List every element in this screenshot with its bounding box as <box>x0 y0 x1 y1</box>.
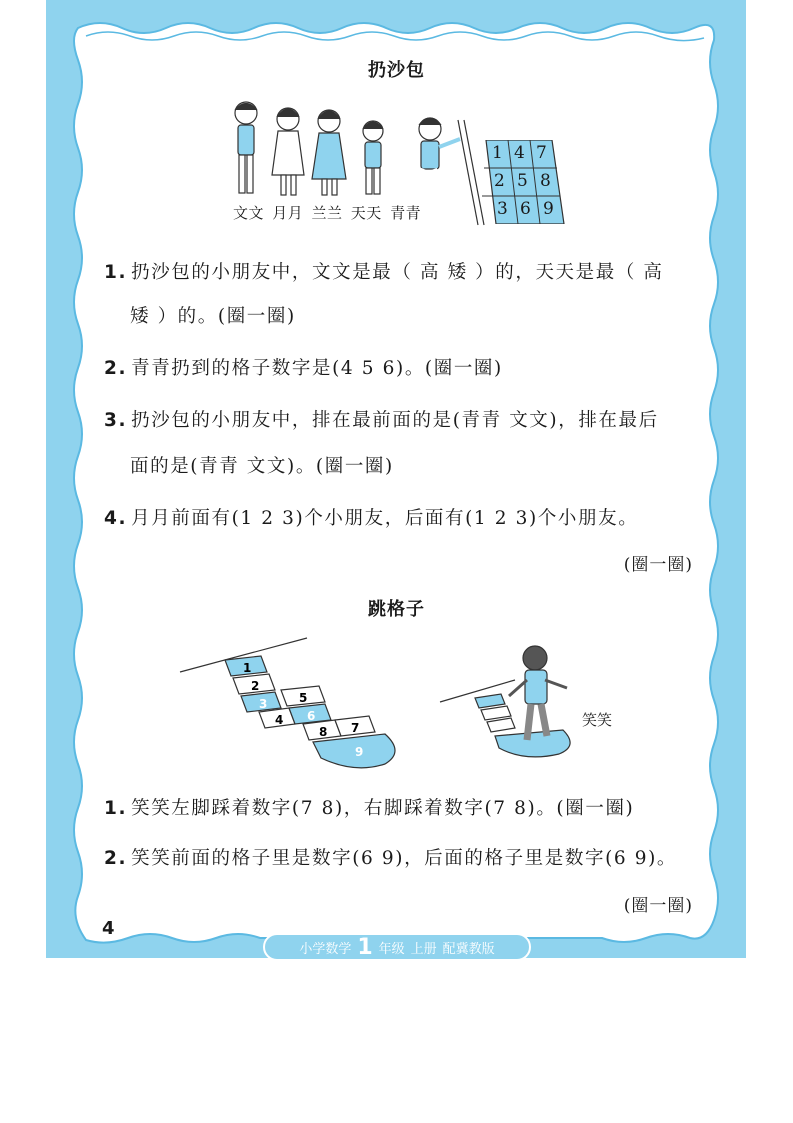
question-6 <box>104 844 677 870</box>
girl-label: 笑笑 <box>582 711 613 729</box>
section1-title: 扔沙包 <box>368 60 425 81</box>
question-text: 青青扔到的格子数字是(4 5 6)。(圈一圈) <box>131 358 503 379</box>
book-footer-badge <box>263 933 531 961</box>
hop-number: 3 <box>259 697 268 711</box>
grid-cell: 6 <box>520 199 531 219</box>
question-2 <box>104 354 503 380</box>
question-text: 扔沙包的小朋友中，排在最前面的是(青青 文文)，排在最后 <box>131 410 659 431</box>
grid-cell: 1 <box>492 143 503 163</box>
question-number: 4. <box>104 508 128 529</box>
question-1 <box>104 258 664 284</box>
grid-cell: 8 <box>540 171 551 191</box>
footer-subject: 小学数学 <box>299 941 352 957</box>
grid-cell: 2 <box>494 171 505 191</box>
grid-cell: 7 <box>536 143 547 163</box>
hop-number: 8 <box>319 725 328 739</box>
question-number: 2. <box>104 358 128 379</box>
circle-note: (圈一圈) <box>623 555 693 575</box>
hop-number: 2 <box>251 679 260 693</box>
question-1-cont: 矮 ）的。(圈一圈) <box>130 306 296 327</box>
hop-number: 5 <box>299 691 308 705</box>
footer-grade: 年级 <box>378 941 405 957</box>
hop-number: 1 <box>243 661 252 675</box>
number-grid <box>480 140 570 228</box>
question-4 <box>104 504 638 530</box>
footer-volume: 上册 <box>410 941 437 957</box>
circle-note: (圈一圈) <box>623 896 693 916</box>
question-5 <box>104 794 634 820</box>
hop-number: 7 <box>351 721 360 735</box>
children-names: 文文 月月 兰兰 天天 青青 <box>233 204 422 222</box>
grid-cell: 5 <box>517 171 528 191</box>
section2-title: 跳格子 <box>368 599 425 620</box>
question-number: 3. <box>104 410 128 431</box>
grid-cell: 3 <box>497 199 508 219</box>
question-number: 1. <box>104 262 128 283</box>
question-number: 2. <box>104 848 128 869</box>
hopscotch-illustration <box>175 632 595 782</box>
question-text: 笑笑前面的格子里是数字(6 9)，后面的格子里是数字(6 9)。 <box>131 848 678 869</box>
footer-edition: 配冀教版 <box>442 941 495 957</box>
hop-number: 4 <box>275 713 284 727</box>
grid-cell: 4 <box>514 143 525 163</box>
question-text: 笑笑左脚踩着数字(7 8)，右脚踩着数字(7 8)。(圈一圈) <box>131 798 635 819</box>
question-3 <box>104 406 659 432</box>
page-number: 4 <box>102 918 115 939</box>
question-number: 1. <box>104 798 128 819</box>
hop-number: 6 <box>307 709 316 723</box>
footer-grade-number: 1 <box>357 934 373 960</box>
hop-number: 9 <box>355 745 364 759</box>
question-text: 扔沙包的小朋友中，文文是最（ 高 矮 ）的，天天是最（ 高 <box>131 262 664 283</box>
grid-cell: 9 <box>543 199 554 219</box>
question-text: 月月前面有(1 2 3)个小朋友，后面有(1 2 3)个小朋友。 <box>131 508 639 529</box>
question-3-cont: 面的是(青青 文文)。(圈一圈) <box>130 456 394 477</box>
